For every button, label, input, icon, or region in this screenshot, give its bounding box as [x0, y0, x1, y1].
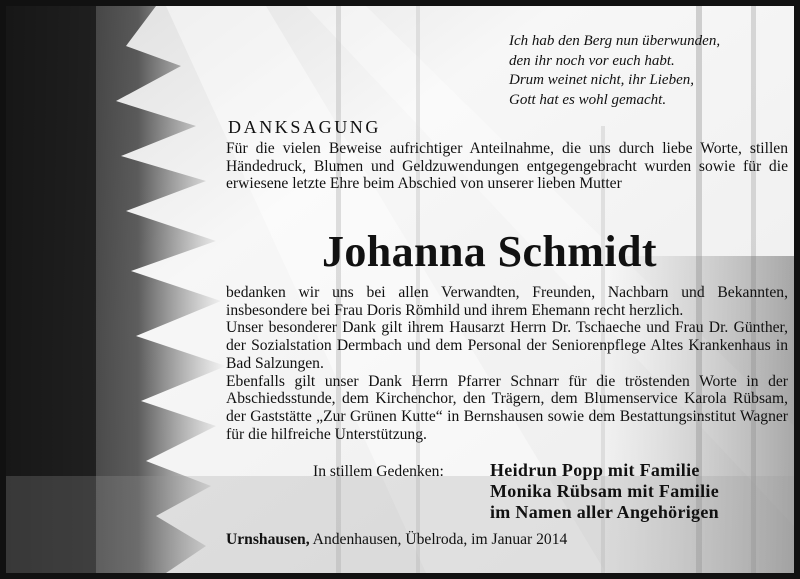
- poem-line: Gott hat es wohl gemacht.: [509, 91, 667, 108]
- poem-line: den ihr noch vor euch habt.: [509, 52, 675, 69]
- poem-verse: [509, 32, 779, 110]
- place-and-date: [226, 531, 567, 549]
- signer-line: im Namen aller Angehörigen: [490, 502, 719, 522]
- signer-line: Heidrun Popp mit Familie: [490, 460, 700, 480]
- thanks-sentence: Ebenfalls gilt unser Dank Herrn Pfarrer Schnarr für die tröstenden Worte in der Abschiedsstunde, dem Kirchenchor, den Trägern, dem Blumenservice Karola Rübsam, der Gaststätte „Zur Grünen Kutte“ in Bernshausen sowie dem Bestattungsinstitut Wagner für die hilfreiche Unterstützung.: [226, 372, 788, 443]
- thanks-paragraph-intro: Für die vielen Beweise aufrichtiger Anteilnahme, die uns durch liebe Worte, stillen Händedruck, Blumen und Geldzuwendungen entgegengebracht wurden sowie für die erwiesene letzte Ehre beim Abschied von unserer lieben Mutter: [226, 140, 788, 193]
- poem-line: Ich hab den Berg nun überwunden,: [509, 33, 721, 49]
- deceased-name: Johanna Schmidt: [322, 227, 657, 276]
- thanks-sentence: Unser besonderer Dank gilt ihrem Hausarzt Herrn Dr. Tschaeche und Frau Dr. Günther, der Sozialstation Dermbach und dem Personal der Seniorenpflege Altes Krankenhaus in Bad Salzungen.: [226, 319, 788, 372]
- poem-line: Drum weinet nicht, ihr Lieben,: [509, 72, 694, 88]
- signer-line: Monika Rübsam mit Familie: [490, 481, 720, 501]
- place-rest: Andenhausen, Übelroda, im Januar 2014: [309, 531, 568, 548]
- place-main: Urnshausen,: [226, 531, 310, 548]
- thanks-paragraph-body: [226, 284, 788, 443]
- remembrance-label: In stillem Gedenken:: [313, 463, 444, 480]
- signers-list: [490, 460, 719, 523]
- thanks-sentence: bedanken wir uns bei allen Verwandten, Freunden, Nachbarn und Bekannten, insbesondere bei Frau Doris Römhild und ihrem Ehemann recht herzlich.: [226, 284, 788, 319]
- notice-heading: DANKSAGUNG: [228, 117, 382, 137]
